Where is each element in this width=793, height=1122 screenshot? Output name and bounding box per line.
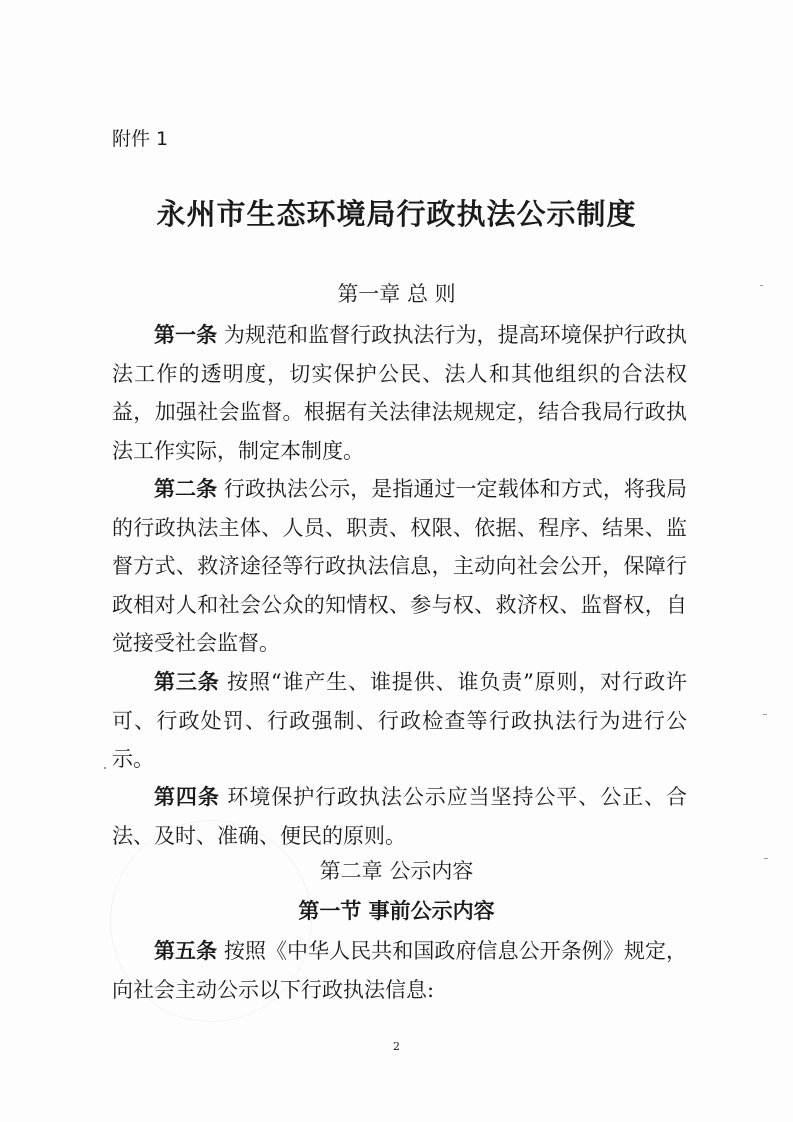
scan-speck bbox=[760, 285, 763, 286]
article-4 bbox=[112, 778, 687, 855]
article-text: 为规范和监督行政执法行为，提高环境保护行政执法工作的透明度，切实保护公民、法人和其他组织的合法权益，加强社会监督。根据有关法律法规规定，结合我局行政执法工作实际，制定本制度。 bbox=[112, 323, 688, 463]
page-number: 2 bbox=[393, 1040, 400, 1053]
article-1 bbox=[112, 316, 687, 470]
chapter-heading-1: 第一章 总 则 bbox=[337, 282, 456, 306]
article-text: 环境保护行政执法公示应当坚持公平、公正、合法、及时、准确、便民的原则。 bbox=[112, 785, 687, 848]
scan-speck bbox=[104, 767, 106, 769]
chapter-heading-2: 第二章 公示内容 bbox=[319, 859, 474, 883]
article-label: 第二条 bbox=[154, 477, 218, 501]
article-text: 行政执法公示，是指通过一定载体和方式，将我局的行政执法主体、人员、职责、权限、依据、程序、结果、监督方式、救济途径等行政执法信息，主动向社会公开，保障行政相对人和社会公众的知情权、参与权、救济权、监督权，自觉接受社会监督。 bbox=[112, 477, 688, 656]
article-text: 按照“谁产生、谁提供、谁负责”原则，对行政许可、行政处罚、行政强制、行政检查等行政执法行为进行公示。 bbox=[112, 670, 687, 772]
document-title: 永州市生态环境局行政执法公示制度 bbox=[156, 197, 637, 231]
article-text: 按照《中华人民共和国政府信息公开条例》规定，向社会主动公示以下行政执法信息: bbox=[112, 939, 688, 1002]
section-heading-1: 第一节 事前公示内容 bbox=[298, 899, 495, 923]
article-label: 第五条 bbox=[154, 939, 218, 963]
article-3 bbox=[112, 663, 687, 779]
scan-speck bbox=[763, 714, 767, 715]
article-label: 第四条 bbox=[154, 785, 220, 809]
scan-speck bbox=[764, 858, 768, 859]
article-label: 第一条 bbox=[154, 323, 218, 347]
article-label: 第三条 bbox=[154, 670, 220, 694]
article-5 bbox=[112, 932, 687, 1009]
attachment-label: 附件 1 bbox=[112, 128, 169, 150]
article-2 bbox=[112, 470, 687, 663]
